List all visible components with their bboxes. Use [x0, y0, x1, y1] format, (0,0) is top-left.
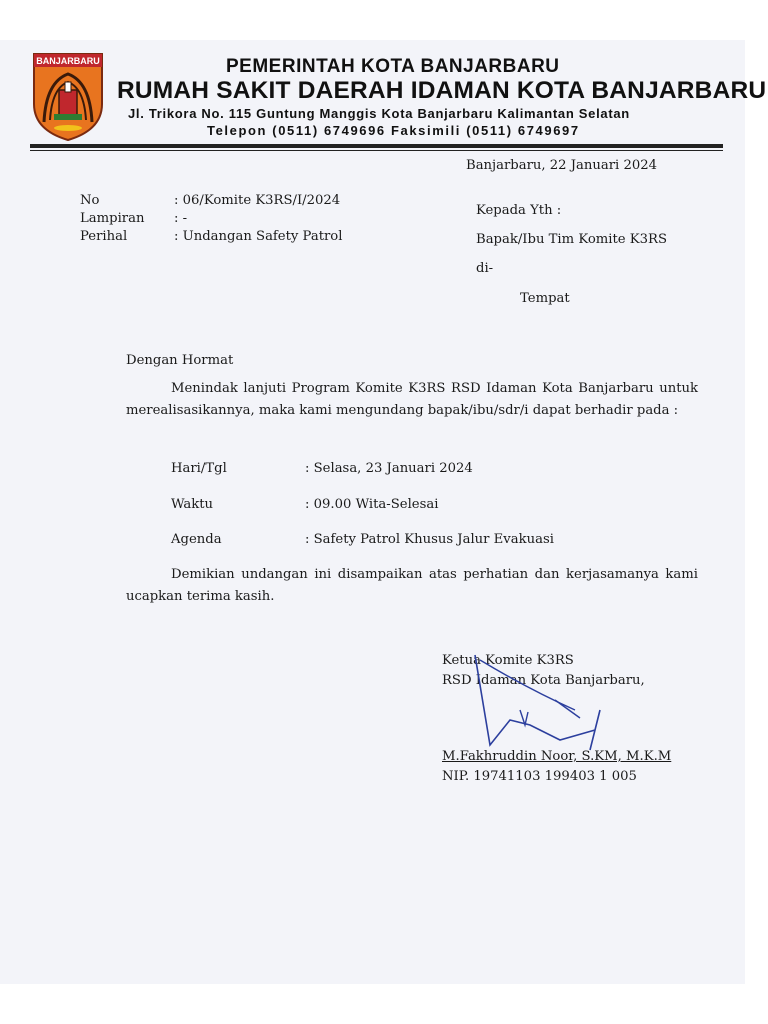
signature-title-2: RSD Idaman Kota Banjarbaru, — [442, 673, 645, 688]
letter-date: Banjarbaru, 22 Januari 2024 — [466, 158, 658, 173]
meta-value-perihal: : Undangan Safety Patrol — [174, 229, 343, 244]
detail-value-waktu: : 09.00 Wita-Selesai — [305, 497, 439, 512]
letterhead-line-hospital: RUMAH SAKIT DAERAH IDAMAN KOTA BANJARBARU — [117, 77, 767, 104]
signature-name: M.Fakhruddin Noor, S.KM, M.K.M — [442, 749, 672, 764]
meta-label-perihal: Perihal — [80, 229, 128, 244]
closing-paragraph — [126, 564, 698, 608]
recipient-di: di- — [476, 261, 494, 276]
detail-label-hari: Hari/Tgl — [171, 461, 227, 476]
greeting: Dengan Hormat — [126, 353, 234, 368]
meta-value-lampiran: : - — [174, 211, 188, 226]
recipient-tempat: Tempat — [520, 291, 570, 306]
closing-paragraph-text: Demikian undangan ini disampaikan atas perhatian dan kerjasamanya kami ucapkan terima kasih. — [126, 567, 698, 604]
recipient-kepada: Kepada Yth : — [476, 203, 562, 218]
letterhead-line-phone: Telepon (0511) 6749696 Faksimili (0511) 6749697 — [207, 123, 580, 138]
banjarbaru-emblem-icon — [32, 52, 104, 142]
letterhead-rule-thin — [30, 150, 723, 151]
detail-label-agenda: Agenda — [171, 532, 222, 547]
signature-title-1: Ketua Komite K3RS — [442, 653, 574, 668]
body-paragraph-text: Menindak lanjuti Program Komite K3RS RSD Idaman Kota Banjarbaru untuk merealisasikannya, maka kami mengundang bapak/ibu/sdr/i dapat berhadir pada : — [126, 381, 698, 418]
letterhead-line-address: Jl. Trikora No. 115 Guntung Manggis Kota Banjarbaru Kalimantan Selatan — [128, 106, 630, 121]
signature-nip: NIP. 19741103 199403 1 005 — [442, 769, 637, 784]
letter-page — [0, 40, 767, 984]
meta-label-no: No — [80, 193, 100, 208]
detail-value-agenda: : Safety Patrol Khusus Jalur Evakuasi — [305, 532, 554, 547]
letterhead-line-government: PEMERINTAH KOTA BANJARBARU — [226, 56, 560, 77]
meta-label-lampiran: Lampiran — [80, 211, 145, 226]
body-paragraph — [126, 378, 698, 422]
svg-text:BANJARBARU: BANJARBARU — [36, 56, 100, 66]
detail-label-waktu: Waktu — [171, 497, 214, 512]
meta-value-no: : 06/Komite K3RS/I/2024 — [174, 193, 341, 208]
recipient-name: Bapak/Ibu Tim Komite K3RS — [476, 232, 667, 247]
letterhead-rule-thick — [30, 144, 723, 148]
detail-value-hari: : Selasa, 23 Januari 2024 — [305, 461, 473, 476]
